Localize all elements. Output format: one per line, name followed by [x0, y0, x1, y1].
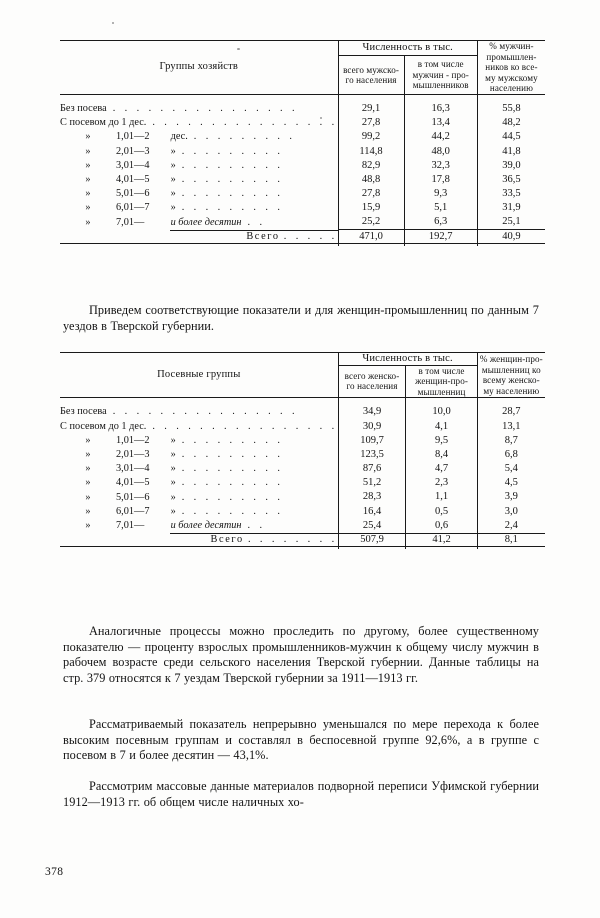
rule-cell — [477, 94, 545, 102]
cell-percent: 31,9 — [477, 201, 545, 215]
cell-percent: 8,7 — [477, 433, 545, 447]
cell-percent: 33,5 — [477, 187, 545, 201]
col-header-line: всего мужско- — [343, 64, 399, 75]
cell-industrial: 0,5 — [406, 504, 477, 518]
table-body — [60, 102, 545, 246]
leader-dots: . . . . . . . . . . . . . . . . — [152, 117, 338, 129]
ditto-mark: » — [85, 145, 91, 157]
ditto-mark: » — [85, 491, 91, 503]
ditto-mark: » — [85, 463, 91, 475]
col-header-line: го населения — [345, 74, 397, 85]
ditto-mark: » — [85, 159, 91, 171]
table-row — [60, 201, 545, 215]
cell-industrial: 9,3 — [404, 187, 477, 201]
cell-total: 27,8 — [338, 116, 404, 130]
table-row — [60, 433, 545, 447]
row-label-cell — [60, 102, 338, 116]
col-header-line: мужчин - про- — [412, 69, 469, 80]
leader-dots: . . — [247, 520, 266, 532]
pct-header-line: ников ко все- — [485, 62, 538, 73]
cell-total: 30,9 — [338, 419, 406, 433]
row-label-cell — [60, 116, 338, 130]
col-header-line: женщин-про- — [415, 376, 468, 387]
leader-dots: . . . . . . . . . — [181, 463, 284, 475]
row-label-range: 2,01—3 — [116, 449, 150, 460]
row-label-cell — [60, 476, 338, 490]
row-label-cell — [60, 187, 338, 201]
row-label-range: 6,01—7 — [116, 202, 150, 214]
cell-percent: 5,4 — [477, 462, 545, 476]
cell-industrial: 6,3 — [404, 215, 477, 230]
ditto-mark: » — [85, 520, 91, 532]
table-body — [60, 405, 545, 549]
total-col-header-t2 — [338, 365, 406, 397]
row-label-name: С посевом до 1 дес. — [60, 420, 147, 432]
cell-total: 82,9 — [338, 158, 404, 172]
cell-percent: 28,7 — [477, 405, 545, 419]
cell-total: 28,3 — [338, 490, 406, 504]
table-header — [60, 353, 545, 406]
table-row — [60, 490, 545, 504]
col-header-line: мышленников — [412, 80, 469, 91]
body-paragraph-1: Аналогичные процессы можно проследить по другому, более существенному показателю — проценту взрослых промышленников-мужчин к общему числу мужчин в рабочем возрасте среди сельского населения Тверской губернии. Данные таблицы на стр. 379 относятся к 7 уездам Тверской губернии за 1911—1913 гг. — [63, 624, 539, 685]
row-label-range: 6,01—7 — [116, 505, 150, 517]
cell-industrial: 44,2 — [404, 130, 477, 144]
stub-header-t2: Посевные группы — [60, 353, 338, 398]
cell-percent: 6,8 — [477, 448, 545, 462]
rule-cell — [406, 547, 477, 550]
row-label-range: 4,01—5 — [116, 174, 150, 185]
rule-cell — [338, 398, 406, 406]
cell-total: 48,8 — [338, 173, 404, 187]
row-label-cell — [60, 448, 338, 462]
cell-total: 16,4 — [338, 504, 406, 518]
total-cell-industrial: 192,7 — [404, 231, 477, 243]
row-label-unit: » — [168, 202, 176, 214]
body-paragraph-3: Рассмотрим массовые данные материалов подворной переписи Уфимской губернии 1912—1913 гг. об общем числе наличных хо- — [63, 779, 539, 809]
table-header — [60, 41, 545, 102]
leader-dots: . . — [247, 216, 266, 228]
cell-industrial: 16,3 — [404, 102, 477, 116]
cell-percent: 44,5 — [477, 130, 545, 144]
rule-cell — [477, 243, 545, 246]
row-label-cell — [60, 462, 338, 476]
stub-header-t1: Группы хозяйств — [60, 41, 338, 95]
table-row — [60, 419, 545, 433]
total-cell-percent: 8,1 — [477, 534, 545, 546]
span-header-t2: Численность в тыс. — [338, 353, 477, 366]
col-header-line: в том числе — [418, 365, 465, 376]
col-header-line: всего женско- — [344, 370, 400, 381]
table-row — [60, 130, 545, 144]
cell-total: 34,9 — [338, 405, 406, 419]
ditto-mark: » — [85, 434, 91, 446]
row-label-unit: и более десятин — [168, 216, 242, 228]
row-label-range: 4,01—5 — [116, 477, 150, 489]
rule-cell — [60, 94, 338, 102]
row-label-unit: » — [168, 505, 176, 517]
span-header-t1: Численность в тыс. — [338, 41, 477, 56]
row-label-unit: » — [168, 449, 176, 460]
cell-industrial: 10,0 — [406, 405, 477, 419]
interlude-paragraph: Приведем соответствующие показатели и для женщин-промышленниц по данным 7 уездов в Тверской губернии. — [63, 303, 539, 333]
leader-dots: . . . . . . . . . — [181, 491, 284, 503]
leader-dots: . . . . . . . . . — [181, 505, 284, 517]
cell-total: 87,6 — [338, 462, 406, 476]
cell-percent: 4,5 — [477, 476, 545, 490]
table-row — [60, 173, 545, 187]
row-label-range: 1,01—2 — [116, 434, 150, 446]
cell-percent: 48,2 — [477, 116, 545, 130]
rule-cell — [60, 243, 338, 246]
table-male-population — [60, 40, 545, 246]
leader-dots: . . . . . . . . — [247, 534, 338, 546]
leader-dots: . . . . . . . . . . . . . . . . — [112, 406, 298, 418]
cell-industrial: 5,1 — [404, 201, 477, 215]
ditto-mark: » — [85, 131, 91, 143]
cell-industrial: 1,1 — [406, 490, 477, 504]
ditto-mark: » — [85, 202, 91, 214]
cell-total: 25,4 — [338, 519, 406, 534]
cell-total: 15,9 — [338, 201, 404, 215]
leader-dots: . . . . . . . . . — [181, 188, 284, 200]
table-row — [60, 187, 545, 201]
cell-industrial: 4,7 — [406, 462, 477, 476]
rule-cell — [477, 547, 545, 550]
rule-cell — [404, 94, 477, 102]
row-label-cell — [60, 504, 338, 518]
leader-dots: . . . . . . . . . — [181, 159, 284, 171]
pct-header-line: % женщин-про- — [479, 353, 543, 364]
pct-header-line: населению — [489, 83, 534, 94]
leader-dots: . . . . . . . . . — [193, 131, 296, 143]
row-label-cell — [60, 201, 338, 215]
rule-cell — [338, 547, 406, 550]
cell-industrial: 4,1 — [406, 419, 477, 433]
row-label-range: 5,01—6 — [116, 491, 150, 503]
header-bottom-rule — [60, 94, 545, 102]
cell-industrial: 8,4 — [406, 448, 477, 462]
ditto-mark: » — [85, 174, 91, 185]
cell-total: 99,2 — [338, 130, 404, 144]
cell-total: 27,8 — [338, 187, 404, 201]
leader-dots: . . . . . . . . . . . . . . . . — [152, 420, 338, 432]
cell-industrial: 13,4 — [404, 116, 477, 130]
row-label-unit: » — [168, 477, 176, 489]
row-label-name: Без посева — [60, 406, 107, 418]
pct-header-line: мышленниц ко — [481, 364, 541, 375]
row-label-range: 1,01—2 — [116, 131, 150, 143]
scan-speck — [112, 22, 114, 24]
pct-header-line: всему женско- — [482, 375, 540, 386]
pct-header-t2 — [477, 353, 545, 398]
pct-header-line: му населению — [483, 385, 540, 396]
row-label-cell — [60, 130, 338, 144]
ditto-mark: » — [85, 188, 91, 200]
table-bottom-rule — [60, 547, 545, 550]
row-label-unit: » — [168, 188, 176, 200]
total-cell-percent: 40,9 — [477, 231, 545, 243]
leader-dots: . . . . . . . . . — [181, 434, 284, 446]
ditto-mark: » — [85, 216, 91, 228]
cell-total: 29,1 — [338, 102, 404, 116]
page-number: 378 — [45, 866, 64, 878]
cell-percent: 13,1 — [477, 419, 545, 433]
row-label-range: 7,01— — [116, 216, 145, 228]
row-label-cell — [60, 215, 338, 230]
leader-dots: . . . . . — [283, 231, 338, 243]
pct-header-t1 — [477, 41, 545, 95]
row-label-range: 7,01— — [116, 520, 145, 532]
row-label-name: С посевом до 1 дес. — [60, 117, 147, 129]
cell-total: 109,7 — [338, 433, 406, 447]
row-label-range: 5,01—6 — [116, 188, 150, 200]
row-label-unit: дес. — [168, 131, 188, 143]
industrial-col-header-t2 — [406, 365, 477, 397]
cell-industrial: 17,8 — [404, 173, 477, 187]
row-label-unit: » — [168, 145, 176, 157]
table-row — [60, 215, 545, 230]
table-female-population — [60, 352, 545, 549]
row-label-unit: » — [168, 174, 176, 185]
rule-cell — [406, 398, 477, 406]
cell-industrial: 0,6 — [406, 519, 477, 534]
col-header-line: го населения — [346, 381, 398, 392]
table-row — [60, 116, 545, 130]
row-label-cell — [60, 405, 338, 419]
row-label-name: Без посева — [60, 103, 107, 115]
cell-industrial: 32,3 — [404, 158, 477, 172]
col-header-line: мышленниц — [417, 386, 466, 397]
table-row — [60, 462, 545, 476]
total-label-cell: Всего . . . . . . . . — [210, 534, 338, 546]
table-row — [60, 476, 545, 490]
ditto-mark: » — [85, 505, 91, 517]
total-col-header-t1 — [338, 56, 404, 95]
row-label-cell — [60, 490, 338, 504]
col-header-line: в том числе — [417, 59, 464, 70]
leader-dots: . . . . . . . . . — [181, 477, 284, 489]
total-cell-total: 471,0 — [338, 231, 404, 243]
rule-cell — [60, 547, 338, 550]
row-label-unit: » — [168, 159, 176, 171]
body-paragraph-2: Рассматриваемый показатель непрерывно уменьшался по мере перехода к более высоким посевным группам и составлял в беспосевной группе 92,6%, а в группе с посевом в 7 и более десятин — 43,1%. — [63, 717, 539, 763]
leader-dots: . . . . . . . . . . . . . . . . — [112, 103, 298, 115]
industrial-col-header-t1 — [404, 56, 477, 95]
table-row — [60, 102, 545, 116]
cell-total: 123,5 — [338, 448, 406, 462]
table-row — [60, 158, 545, 172]
cell-percent: 3,9 — [477, 490, 545, 504]
table-row — [60, 144, 545, 158]
table-row — [60, 448, 545, 462]
leader-dots: . . . . . . . . . — [181, 145, 284, 157]
cell-industrial: 9,5 — [406, 433, 477, 447]
cell-percent: 39,0 — [477, 158, 545, 172]
cell-percent: 55,8 — [477, 102, 545, 116]
row-label-cell — [60, 519, 338, 534]
header-row-top — [60, 353, 545, 366]
rule-cell — [338, 94, 404, 102]
cell-total: 25,2 — [338, 215, 404, 230]
rule-cell — [404, 243, 477, 246]
row-label-range: 3,01—4 — [116, 463, 150, 475]
table-row — [60, 504, 545, 518]
ditto-mark: » — [85, 477, 91, 489]
row-label-cell — [60, 419, 338, 433]
total-row — [60, 534, 545, 546]
rule-cell — [477, 398, 545, 406]
row-label-cell — [60, 158, 338, 172]
rule-cell — [60, 398, 338, 406]
cell-total: 51,2 — [338, 476, 406, 490]
cell-percent: 3,0 — [477, 504, 545, 518]
cell-percent: 36,5 — [477, 173, 545, 187]
header-bottom-rule — [60, 398, 545, 406]
row-label-unit: » — [168, 491, 176, 503]
total-cell-total: 507,9 — [338, 534, 406, 546]
cell-percent: 2,4 — [477, 519, 545, 534]
cell-total: 114,8 — [338, 144, 404, 158]
pct-header-line: промышлен- — [486, 51, 537, 62]
table-row — [60, 519, 545, 534]
pct-header-line: % мужчин- — [489, 41, 534, 51]
ditto-mark: » — [85, 449, 91, 460]
table-bottom-rule — [60, 243, 545, 246]
cell-industrial: 2,3 — [406, 476, 477, 490]
total-label-cell: Всего . . . . . — [246, 231, 338, 243]
leader-dots: . . . . . . . . . — [181, 449, 284, 460]
total-cell-industrial: 41,2 — [406, 534, 477, 546]
total-row — [60, 231, 545, 243]
rule-cell — [338, 243, 404, 246]
row-label-unit: » — [168, 463, 176, 475]
cell-percent: 25,1 — [477, 215, 545, 230]
row-label-range: 3,01—4 — [116, 159, 150, 171]
leader-dots: . . . . . . . . . — [181, 174, 284, 185]
header-row-top — [60, 41, 545, 56]
row-label-unit: и более десятин — [168, 520, 242, 532]
row-label-range: 2,01—3 — [116, 145, 150, 157]
cell-percent: 41,8 — [477, 144, 545, 158]
row-label-cell — [60, 173, 338, 187]
row-label-cell — [60, 144, 338, 158]
table-row — [60, 405, 545, 419]
leader-dots: . . . . . . . . . — [181, 202, 284, 214]
pct-header-line: му мужскому — [485, 72, 538, 83]
row-label-cell — [60, 433, 338, 447]
cell-industrial: 48,0 — [404, 144, 477, 158]
row-label-unit: » — [168, 434, 176, 446]
